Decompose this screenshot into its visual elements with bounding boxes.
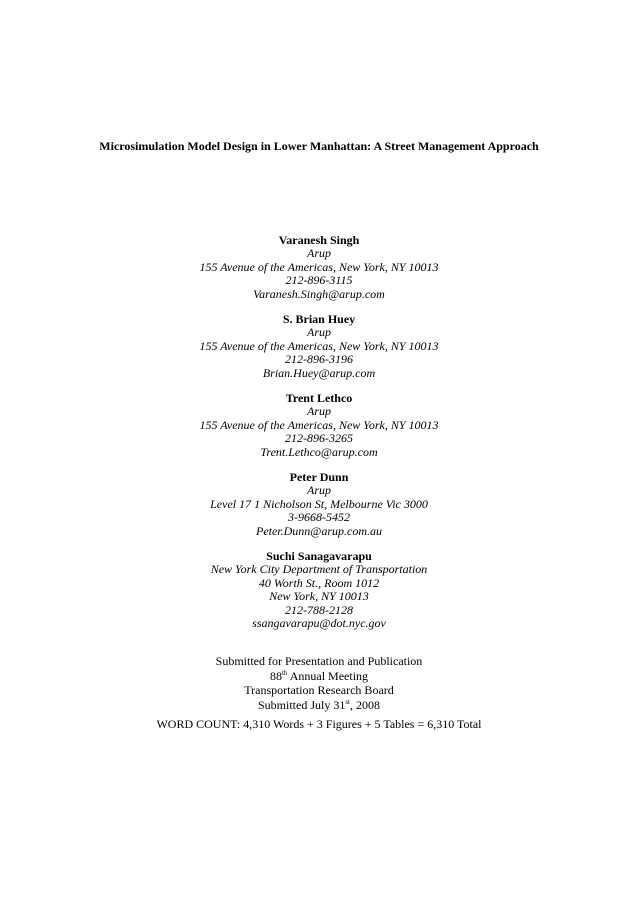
- author-phone: 212-788-2128: [285, 602, 353, 617]
- author-address: 155 Avenue of the Americas, New York, NY 10013: [199, 417, 439, 432]
- author-name: Peter Dunn: [289, 470, 349, 484]
- author-affiliation: Arup: [307, 404, 331, 418]
- submission-purpose: Submitted for Presentation and Publication: [215, 654, 423, 668]
- author-address: 155 Avenue of the Americas, New York, NY 10013: [199, 259, 439, 274]
- submission-date-ordinal: st: [345, 697, 350, 706]
- author-name: S. Brian Huey: [282, 312, 356, 326]
- author-name: Suchi Sanagavarapu: [266, 549, 372, 563]
- submission-info: [0, 654, 638, 712]
- author-affiliation: Arup: [307, 325, 331, 339]
- author-email: Varanesh.Singh@arup.com: [253, 286, 385, 301]
- word-count: WORD COUNT: 4,310 Words + 3 Figures + 5 Tables = 6,310 Total: [156, 717, 482, 731]
- author-phone: 212-896-3196: [285, 352, 353, 366]
- author-list: [0, 233, 638, 642]
- author-phone: 212-896-3115: [285, 273, 353, 287]
- submission-date: [0, 698, 638, 713]
- paper-title: Microsimulation Model Design in Lower Manhattan: A Street Management Approach: [99, 139, 539, 153]
- author-name: Trent Lethco: [285, 391, 353, 405]
- author-phone: 212-896-3265: [285, 431, 353, 445]
- author-block: [0, 549, 638, 631]
- author-affiliation: Arup: [307, 483, 331, 497]
- board-name: Transportation Research Board: [244, 683, 394, 697]
- author-address: 155 Avenue of the Americas, New York, NY 10013: [199, 338, 439, 353]
- author-block: [0, 312, 638, 380]
- author-name: Varanesh Singh: [278, 233, 360, 247]
- author-email: Brian.Huey@arup.com: [262, 365, 376, 380]
- author-address: Level 17 1 Nicholson St, Melbourne Vic 3000: [210, 496, 428, 511]
- author-affiliation: Arup: [307, 246, 331, 260]
- meeting-number: 88: [269, 668, 282, 683]
- author-address-line-2: New York, NY 10013: [269, 589, 369, 603]
- author-email: Peter.Dunn@arup.com.au: [255, 523, 383, 538]
- author-block: [0, 391, 638, 459]
- author-phone: 3-9668-5452: [288, 510, 350, 524]
- submission-date-year: , 2008: [350, 697, 380, 712]
- author-block: [0, 233, 638, 301]
- submission-date-prefix: Submitted July 31: [257, 697, 346, 712]
- annual-meeting: [0, 669, 638, 684]
- meeting-ordinal-suffix: th: [281, 668, 288, 677]
- author-affiliation: New York City Department of Transportation: [210, 562, 428, 576]
- author-email: Trent.Lethco@arup.com: [260, 444, 378, 459]
- author-email: ssangavarapu@dot.nyc.gov: [252, 616, 386, 630]
- author-block: [0, 470, 638, 538]
- author-address-line-1: 40 Worth St., Room 1012: [258, 575, 380, 590]
- meeting-text: Annual Meeting: [287, 668, 369, 683]
